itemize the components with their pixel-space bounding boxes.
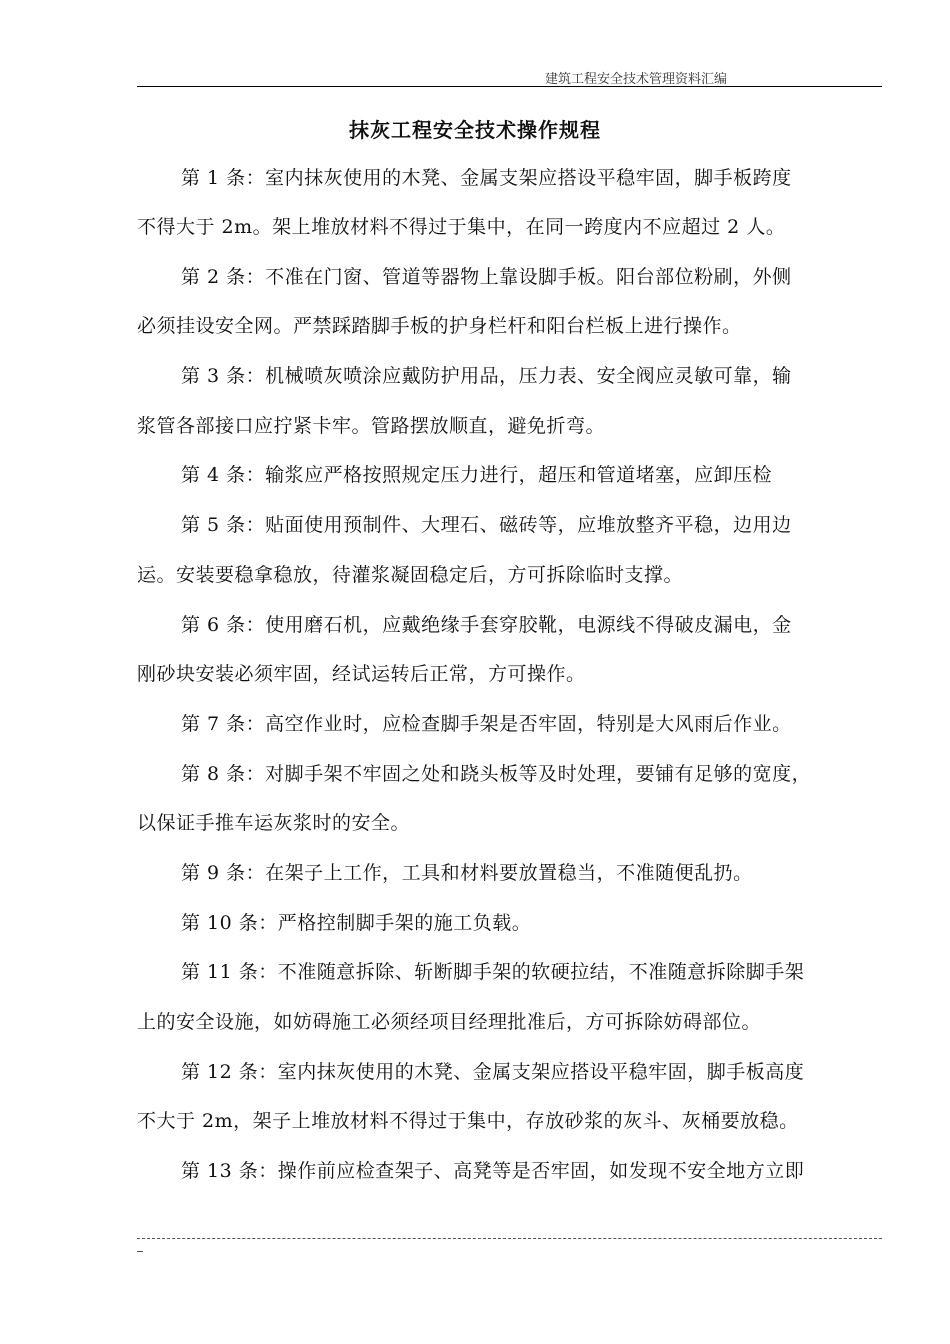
paragraph-line: 刚砂块安装必须牢固，经试运转后正常，方可操作。	[137, 663, 586, 685]
header-rule	[137, 86, 882, 87]
paragraph-line: 第 13 条：操作前应检查架子、高凳等是否牢固，如发现不安全地方立即	[181, 1160, 805, 1182]
paragraph-line: 第 12 条：室内抹灰使用的木凳、金属支架应搭设平稳牢固，脚手板高度	[181, 1061, 805, 1083]
paragraph-line: 第 10 条：严格控制脚手架的施工负载。	[181, 912, 532, 934]
paragraph-line: 第 11 条：不准随意拆除、斩断脚手架的软硬拉结，不准随意拆除脚手架	[181, 961, 805, 983]
footer-dashed-rule	[137, 1238, 882, 1239]
paragraph-line: 上的安全设施，如妨碍施工必须经项目经理批准后，方可拆除妨碍部位。	[137, 1011, 762, 1033]
paragraph-line: 浆管各部接口应拧紧卡牢。管路摆放顺直，避免折弯。	[137, 415, 606, 437]
footer-dash	[137, 1251, 143, 1252]
paragraph-line: 第 3 条：机械喷灰喷涂应戴防护用品，压力表、安全阀应灵敏可靠，输	[181, 365, 792, 387]
paragraph-line: 第 2 条：不准在门窗、管道等器物上靠设脚手板。阳台部位粉刷，外侧	[181, 266, 792, 288]
paragraph-line: 运。安装要稳拿稳放，待灌浆凝固稳定后，方可拆除临时支撑。	[137, 564, 684, 586]
paragraph-line: 不得大于 2m。架上堆放材料不得过于集中，在同一跨度内不应超过 2 人。	[137, 216, 786, 238]
paragraph-line: 第 1 条：室内抹灰使用的木凳、金属支架应搭设平稳牢固，脚手板跨度	[181, 167, 792, 189]
paragraph-line: 第 7 条：高空作业时，应检查脚手架是否牢固，特别是大风雨后作业。	[181, 713, 792, 735]
running-header: 建筑工程安全技术管理资料汇编	[545, 72, 728, 87]
document-title: 抹灰工程安全技术操作规程	[349, 118, 601, 142]
paragraph-line: 第 4 条：输浆应严格按照规定压力进行，超压和管道堵塞，应卸压检	[181, 464, 773, 486]
paragraph-line: 第 5 条：贴面使用预制件、大理石、磁砖等，应堆放整齐平稳，边用边	[181, 514, 792, 536]
paragraph-line: 以保证手推车运灰浆时的安全。	[137, 812, 411, 834]
paragraph-line: 不大于 2m，架子上堆放材料不得过于集中，存放砂浆的灰斗、灰桶要放稳。	[137, 1110, 799, 1132]
paragraph-line: 必须挂设安全网。严禁踩踏脚手板的护身栏杆和阳台栏板上进行操作。	[137, 315, 742, 337]
paragraph-line: 第 9 条：在架子上工作，工具和材料要放置稳当，不准随便乱扔。	[181, 862, 753, 884]
paragraph-line: 第 6 条：使用磨石机，应戴绝缘手套穿胶靴，电源线不得破皮漏电，金	[181, 614, 792, 636]
paragraph-line: 第 8 条：对脚手架不牢固之处和跷头板等及时处理，要铺有足够的宽度，	[181, 763, 812, 785]
